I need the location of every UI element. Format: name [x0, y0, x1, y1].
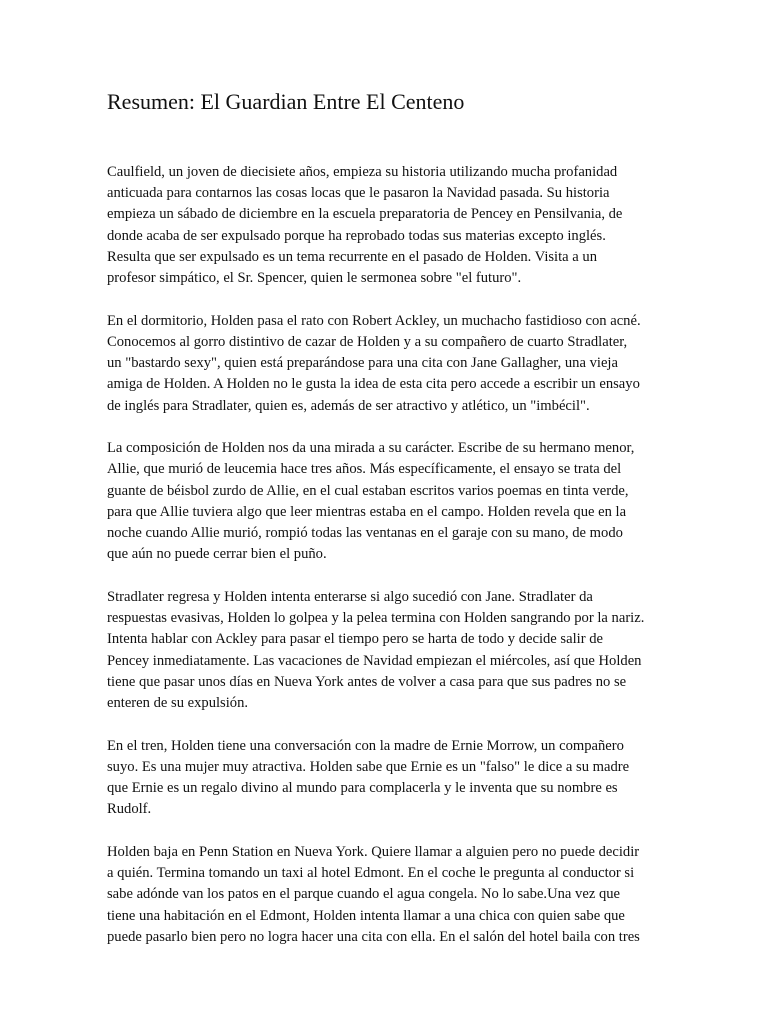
- document-title: Resumen: El Guardian Entre El Centeno: [107, 89, 465, 114]
- text-line: suyo. Es una mujer muy atractiva. Holden sabe que Ernie es un "falso" le dice a su madre: [107, 758, 630, 775]
- text-line: Rudolf.: [107, 801, 152, 818]
- text-line: profesor simpático, el Sr. Spencer, quien le sermonea sobre "el futuro".: [107, 270, 522, 287]
- paragraph-6: [107, 842, 667, 948]
- text-line: Pencey inmediatamente. Las vacaciones de Navidad empiezan el miércoles, así que Holden: [107, 652, 642, 669]
- text-line: Stradlater regresa y Holden intenta enterarse si algo sucedió con Jane. Stradlater da: [107, 588, 593, 605]
- text-line: Allie, que murió de leucemia hace tres años. Más específicamente, el ensayo se trata del: [107, 461, 622, 478]
- text-line: tiene que pasar unos días en Nueva York antes de volver a casa para que sus padres no se: [107, 673, 627, 690]
- text-line: puede pasarlo bien pero no logra hacer una cita con ella. En el salón del hotel baila con tres: [107, 928, 640, 945]
- text-line: En el dormitorio, Holden pasa el rato con Robert Ackley, un muchacho fastidioso con acné.: [107, 312, 641, 329]
- paragraph-1: [107, 162, 667, 289]
- text-line: un "bastardo sexy", quien está preparándose para una cita con Jane Gallagher, una vieja: [107, 355, 618, 372]
- text-line: que aún no puede cerrar bien el puño.: [107, 546, 327, 563]
- text-line: noche cuando Allie murió, rompió todas las ventanas en el garaje con su mano, de modo: [107, 525, 623, 542]
- text-line: Conocemos al gorro distintivo de cazar de Holden y a su compañero de cuarto Stradlater,: [107, 333, 628, 350]
- text-line: respuestas evasivas, Holden lo golpea y la pelea termina con Holden sangrando por la nariz.: [107, 610, 645, 627]
- text-line: tiene una habitación en el Edmont, Holden intenta llamar a una chica con quien sabe que: [107, 907, 625, 924]
- text-line: empieza un sábado de diciembre en la escuela preparatoria de Pencey en Pensilvania, de: [107, 206, 623, 223]
- paragraph-5: [107, 736, 667, 821]
- paragraph-2: [107, 311, 667, 417]
- text-line: guante de béisbol zurdo de Allie, en el cual estaban escritos varios poemas en tinta verde,: [107, 482, 629, 499]
- text-line: sabe adónde van los patos en el parque cuando el agua congela. No lo sabe.Una vez que: [107, 886, 621, 903]
- text-line: que Ernie es un regalo divino al mundo para complacerla y le inventa que su nombre es: [107, 780, 618, 797]
- text-line: de inglés para Stradlater, quien es, además de ser atractivo y atlético, un "imbécil".: [107, 397, 590, 414]
- text-line: enteren de su expulsión.: [107, 694, 249, 711]
- text-line: amiga de Holden. A Holden no le gusta la idea de esta cita pero accede a escribir un ensayo: [107, 376, 640, 393]
- text-line: a quién. Termina tomando un taxi al hotel Edmont. En el coche le pregunta al conductor si: [107, 865, 635, 882]
- text-line: Caulfield, un joven de diecisiete años, empieza su historia utilizando mucha profanidad: [107, 164, 618, 180]
- text-line: donde acaba de ser expulsado porque ha reprobado todas sus materias excepto inglés.: [107, 227, 606, 244]
- text-line: En el tren, Holden tiene una conversación con la madre de Ernie Morrow, un compañero: [107, 737, 624, 754]
- text-line: La composición de Holden nos da una mirada a su carácter. Escribe de su hermano menor,: [107, 440, 635, 457]
- text-line: para que Allie tuviera algo que leer mientras estaba en el campo. Holden revela que en la: [107, 503, 627, 520]
- text-line: Intenta hablar con Ackley para pasar el tiempo pero se harta de todo y decide salir de: [107, 631, 603, 648]
- document-body: [107, 162, 667, 970]
- text-line: Holden baja en Penn Station en Nueva York. Quiere llamar a alguien pero no puede decidir: [107, 843, 640, 860]
- paragraph-4: [107, 587, 667, 714]
- text-line: anticuada para contarnos las cosas locas que le pasaron la Navidad pasada. Su historia: [107, 185, 610, 202]
- text-line: Resulta que ser expulsado es un tema recurrente en el pasado de Holden. Visita a un: [107, 248, 598, 265]
- paragraph-3: [107, 438, 667, 565]
